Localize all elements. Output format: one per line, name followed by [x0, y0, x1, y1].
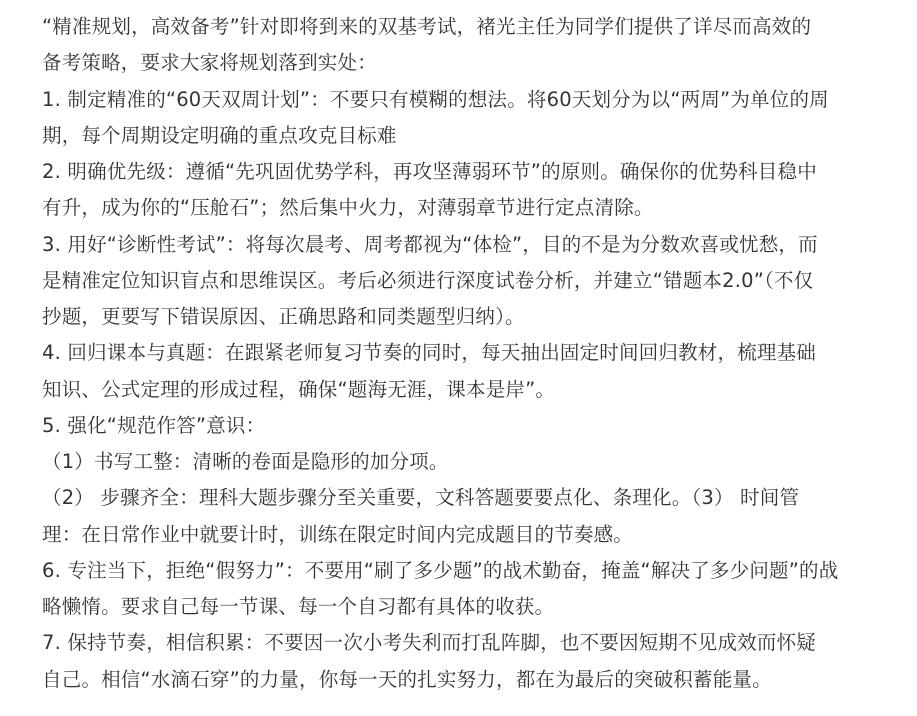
text-line: 有升，成为你的“压舱石”；然后集中火力，对薄弱章节进行定点清除。: [42, 196, 654, 219]
text-line: 7. 保持节奏，相信积累：不要因一次小考失利而打乱阵脚，也不要因短期不见成效而怀疑: [42, 631, 817, 654]
text-line: （1）书写工整：清晰的卷面是隐形的加分项。: [42, 450, 449, 473]
text-line: 自己。相信“水滴石穿”的力量，你每一天的扎实努力，都在为最后的突破积蓄能量。: [42, 668, 772, 691]
text-line: 备考策略，要求大家将规划落到实处：: [42, 51, 377, 74]
text-line: （2） 步骤齐全：理科大题步骤分至关重要，文科答题要要点化、条理化。（3） 时间管: [42, 486, 800, 509]
text-line: 1. 制定精准的“60天双周计划”：不要只有模糊的想法。将60天划分为以“两周”为单位的周: [42, 88, 829, 111]
text-line: 2. 明确优先级：遵循“先巩固优势学科，再攻坚薄弱环节”的原则。确保你的优势科目稳中: [42, 160, 817, 183]
text-line: 6. 专注当下，拒绝“假努力”：不要用“刷了多少题”的战术勤奋，掩盖“解决了多少问题”的战: [42, 559, 839, 582]
text-line: 理：在日常作业中就要计时，训练在限定时间内完成题目的节奏感。: [42, 523, 634, 546]
text-line: “精准规划，高效备考”针对即将到来的双基考试，褚光主任为同学们提供了详尽而高效的: [42, 15, 812, 38]
text-line: 3. 用好“诊断性考试”：将每次晨考、周考都视为“体检”，目的不是为分数欢喜或忧愁，而: [42, 233, 818, 256]
text-line: 是精准定位知识盲点和思维误区。考后必须进行深度试卷分析，并建立“错题本2.0”（不仅: [42, 269, 814, 292]
text-line: 期，每个周期设定明确的重点攻克目标难: [42, 124, 397, 147]
text-line: 4. 回归课本与真题：在跟紧老师复习节奏的同时，每天抽出固定时间回归教材，梳理基础: [42, 341, 817, 364]
text-line: 5. 强化“规范作答”意识：: [42, 414, 266, 437]
text-line: 知识、公式定理的形成过程，确保“题海无涯，课本是岸”。: [42, 378, 556, 401]
text-line: 抄题，更要写下错误原因、正确思路和同类题型归纳）。: [42, 305, 525, 328]
text-line: 略懒惰。要求自己每一节课、每一个自习都有具体的收获。: [42, 595, 555, 618]
